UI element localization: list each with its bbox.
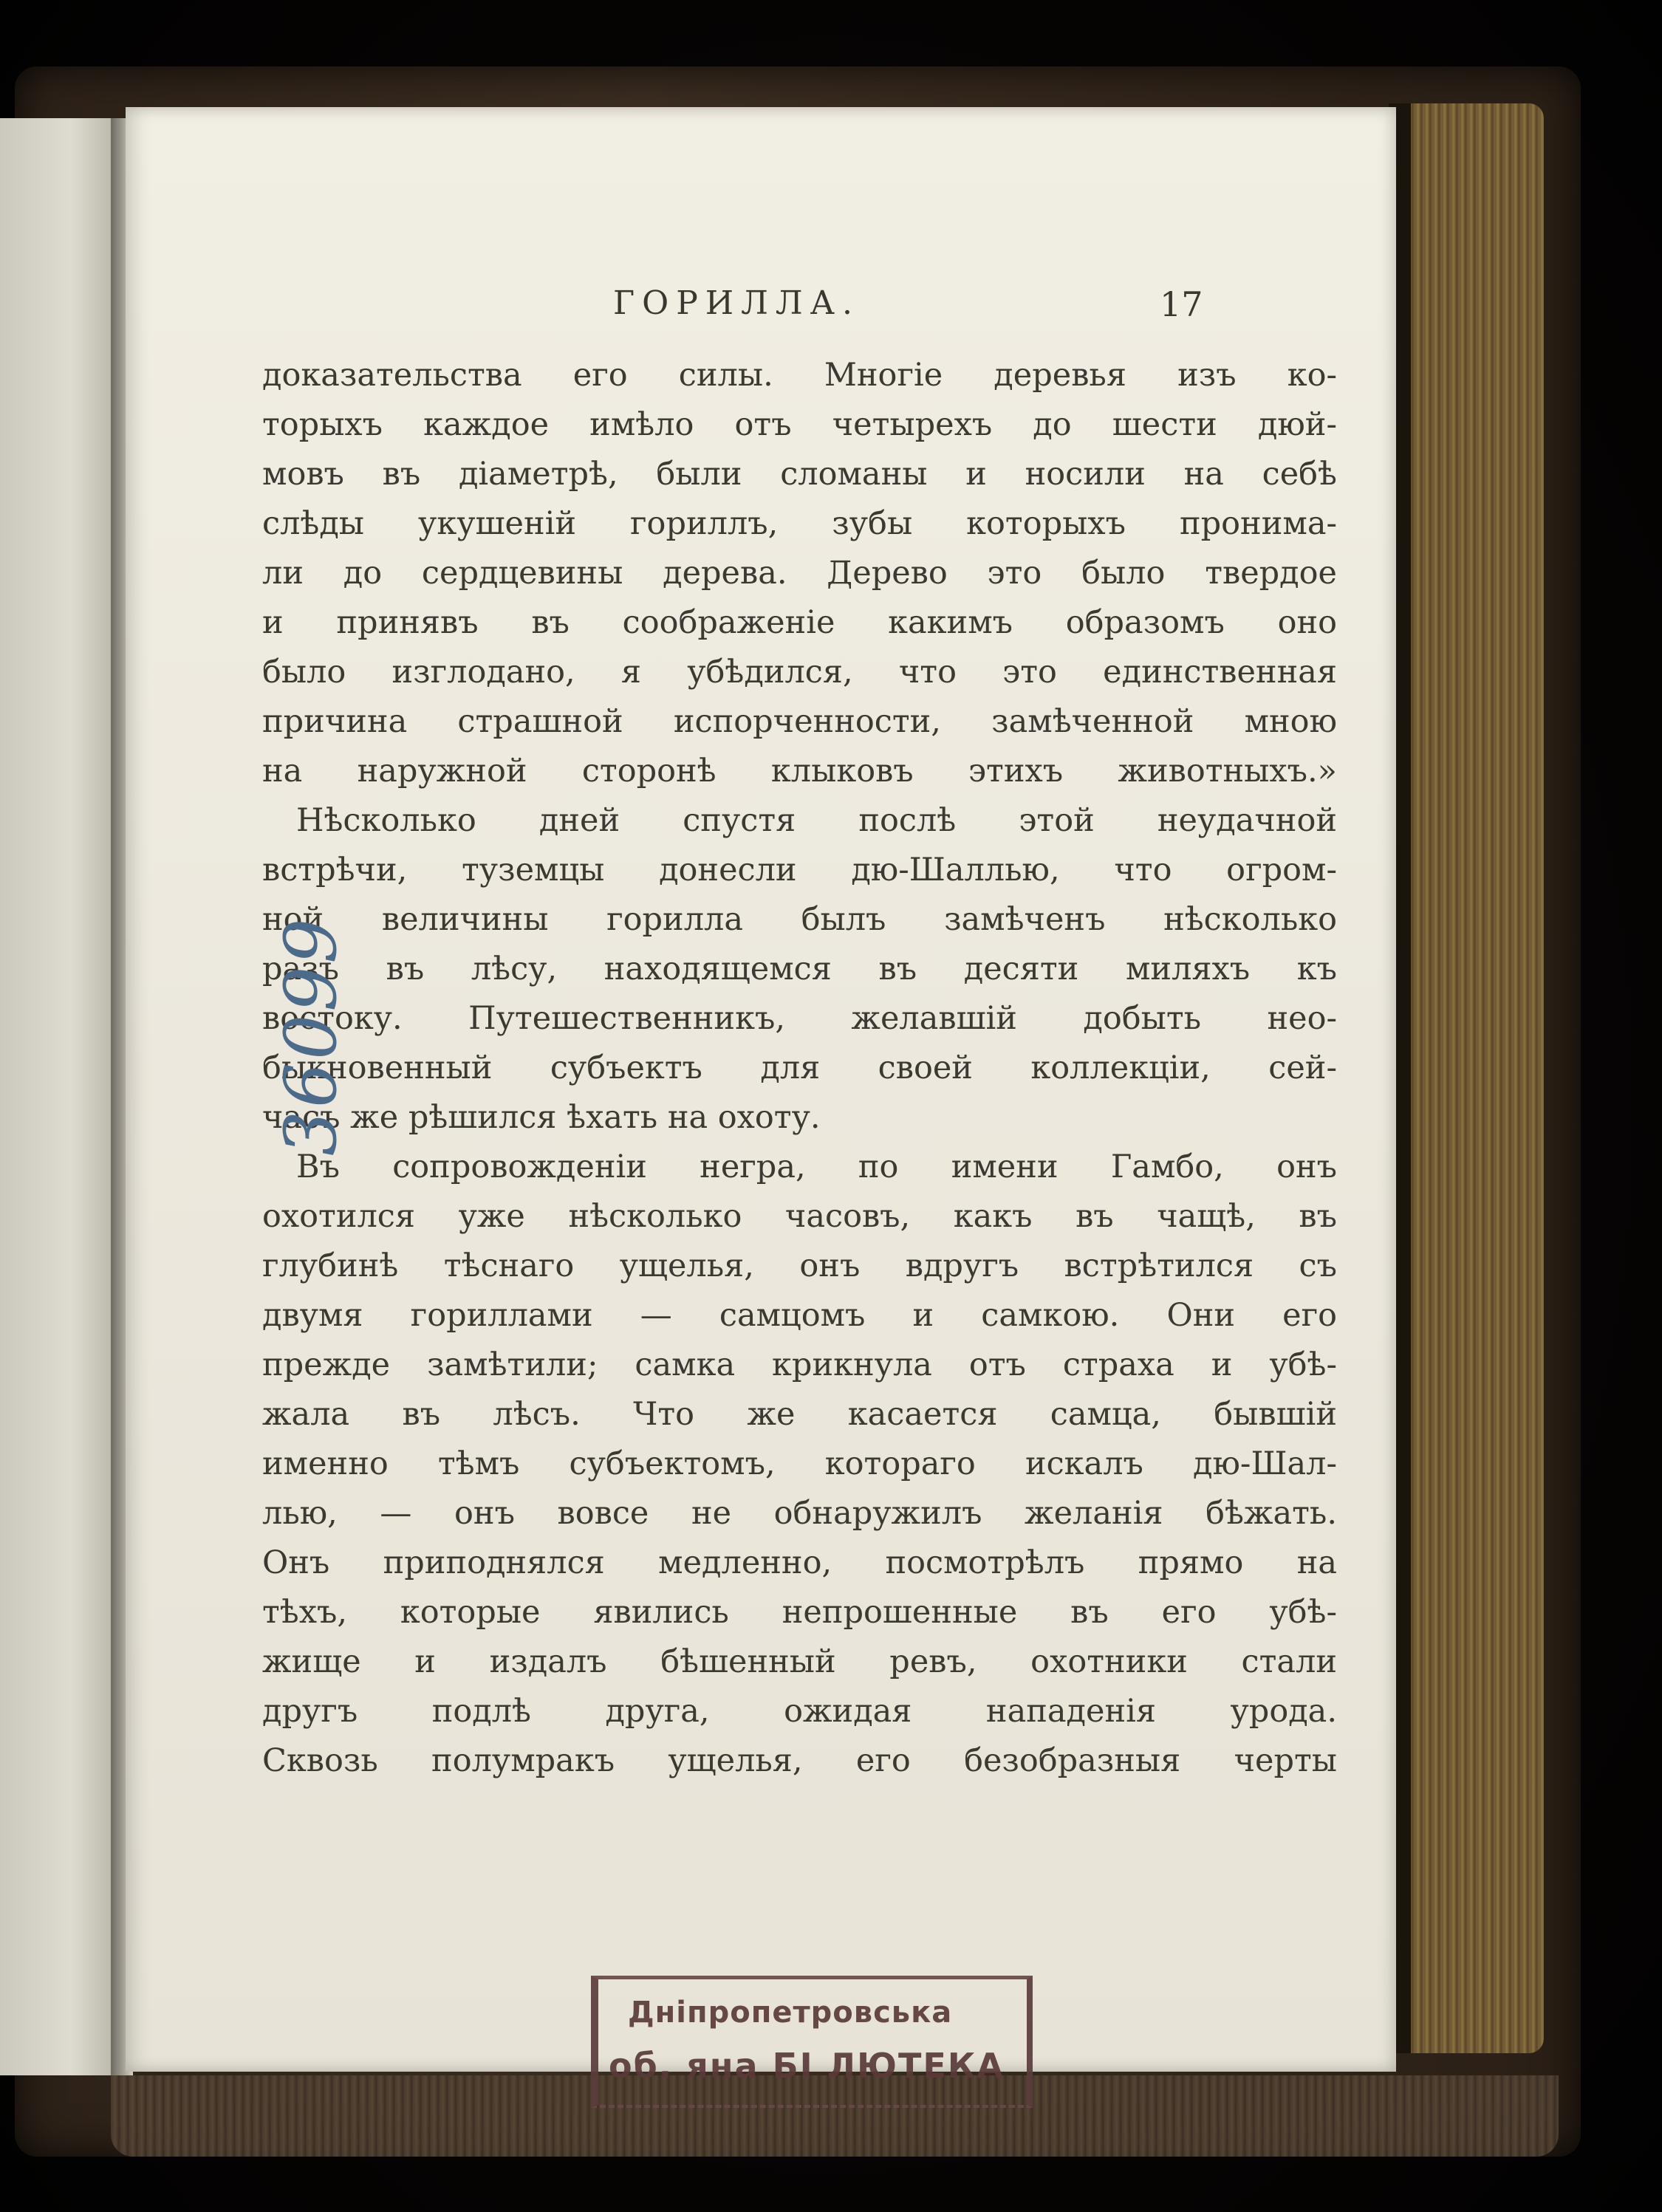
text-line: востоку. Путешественникъ, желавшiй добыть нео- — [262, 1000, 1337, 1037]
text-line: жище и издалъ бѣшенный ревъ, охотники стали — [262, 1643, 1337, 1680]
text-line: доказательства его силы. Многiе деревья изъ ко- — [262, 357, 1337, 394]
text-line: ли до сердцевины дерева. Дерево это было твердое — [262, 555, 1337, 592]
page-number: 17 — [1160, 284, 1203, 324]
text-line: причина страшной испорченности, замѣченной мною — [262, 703, 1337, 740]
text-line: тѣхъ, которые явились непрошенные въ его убѣ- — [262, 1594, 1337, 1631]
running-head — [126, 284, 1396, 343]
text-line: разъ въ лѣсу, находящемся въ десяти миляхъ къ — [262, 951, 1337, 987]
body-text — [262, 351, 1337, 1786]
text-line: лью, — онъ вовсе не обнаружилъ желанiя бѣжать. — [262, 1495, 1337, 1532]
text-line: быкновенный субъектъ для своей коллекцiи, сей- — [262, 1049, 1337, 1086]
text-line: охотился уже нѣсколько часовъ, какъ въ чащѣ, въ — [262, 1198, 1337, 1235]
text-line: прежде замѣтили; самка крикнула отъ страха и убѣ- — [262, 1346, 1337, 1383]
text-line: Нѣсколько дней спустя послѣ этой неудачной — [296, 802, 1337, 839]
text-line: другъ подлѣ друга, ожидая нападенiя урода. — [262, 1693, 1337, 1730]
stamp-line-1: Днiпропетровська — [628, 1996, 953, 2030]
text-line: встрѣчи, туземцы донесли дю-Шаллью, что огром- — [262, 852, 1337, 888]
text-line: именно тѣмъ субъектомъ, котораго искалъ дю-Шал- — [262, 1445, 1337, 1482]
text-line: Онъ приподнялся медленно, посмотрѣлъ прямо на — [262, 1544, 1337, 1581]
page-edges-stack — [1389, 103, 1544, 2053]
book-page — [126, 107, 1396, 2086]
text-line: мовъ въ дiаметрѣ, были сломаны и носили на себѣ — [262, 456, 1337, 493]
text-line: часъ же рѣшился ѣхать на охоту. — [262, 1099, 821, 1136]
text-line: на наружной сторонѣ клыковъ этихъ животныхъ.» — [262, 753, 1337, 790]
text-line: торыхъ каждое имѣло отъ четырехъ до шести дюй- — [262, 406, 1337, 443]
text-line: было изглодано, я убѣдился, что это единственная — [262, 654, 1337, 691]
text-line: глубинѣ тѣснаго ущелья, онъ вдругъ встрѣтился съ — [262, 1247, 1337, 1284]
text-line: жала въ лѣсъ. Что же касается самца, бывшiй — [262, 1396, 1337, 1433]
text-line: Сквозь полумракъ ущелья, его безобразныя черты — [262, 1742, 1337, 1779]
running-head-title: ГОРИЛЛА. — [613, 284, 860, 322]
text-line: двумя гориллами — самцомъ и самкою. Они его — [262, 1297, 1337, 1334]
text-line: и принявъ въ соображенiе какимъ образомъ оно — [262, 604, 1337, 641]
stamp-line-2: об. яна БI ЛЮТЕКА — [609, 2046, 1005, 2086]
handwritten-inventory-number: 36099 — [270, 915, 352, 1156]
library-stamp — [591, 1976, 1033, 2108]
left-page-edge — [0, 118, 123, 2075]
text-line: Въ сопровожденiи негра, по имени Гамбо, онъ — [296, 1148, 1337, 1185]
text-line: ной величины горилла былъ замѣченъ нѣсколько — [262, 901, 1337, 938]
text-line: слѣды укушенiй гориллъ, зубы которыхъ пронима- — [262, 505, 1337, 542]
